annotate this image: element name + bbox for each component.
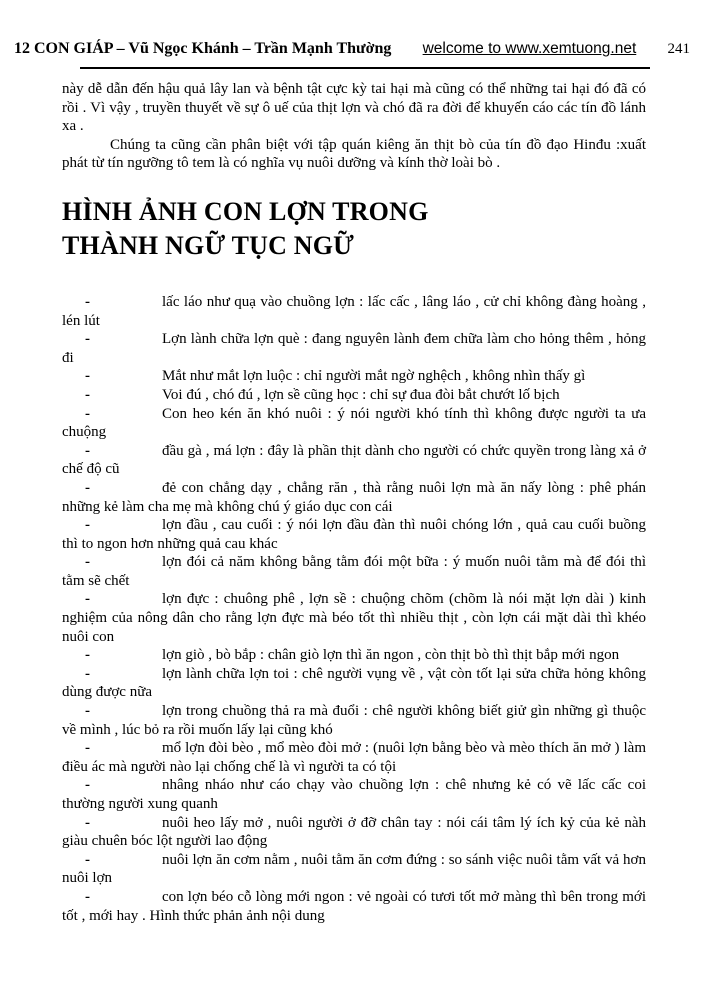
intro-paragraph-1: này dễ dẫn đến hậu quả lây lan và bệnh tật cực kỳ tai hại mà cũng có thể những tai hại đó đã có rồi . Vì vậy , truyền thuyết về sự ô uế của thịt lợn và chó đã ra đời để khuyến cáo các tín đồ lánh xa . [62, 81, 646, 135]
list-item [62, 888, 646, 925]
bullet-dash: - [85, 647, 90, 664]
page-content [62, 80, 646, 925]
list-item-text: nuôi heo lấy mở , nuôi người ở đỡ chân tay : nói cái tâm lý ích kỷ của kẻ nàh giàu chuên bóc lột người lao động [62, 814, 646, 850]
list-item [62, 367, 646, 386]
list-item-text: lợn đực : chuông phê , lợn sề : chuộng chõm (chõm là nói mặt lợn dài ) kinh nghiệm của nông dân cho rằng lợn đực mà béo tốt thì nhiều thịt , còn lợn cái mặt dài thì khéo nuôi con [62, 591, 646, 645]
header-divider [80, 67, 650, 69]
list-item [62, 646, 646, 665]
list-item [62, 665, 646, 702]
list-item-text: lợn đói cả năm không bằng tằm đói một bữa : ý muốn nuôi tằm mà để đói thì tằm sẽ chết [62, 554, 646, 589]
list-item [62, 386, 646, 405]
bullet-dash: - [85, 740, 90, 757]
list-item [62, 814, 646, 851]
section-heading-line-2: THÀNH NGỮ TỤC NGỮ [62, 230, 355, 260]
list-item [62, 739, 646, 776]
bullet-dash: - [85, 368, 90, 385]
list-item [62, 405, 646, 442]
list-item-text: con lợn béo cỗ lòng mới ngon : vẻ ngoài có tươi tốt mở màng thì bên trong mới tốt , mới hay . Hình thức phản ảnh nội dung [62, 888, 646, 924]
website-link[interactable]: welcome to www.xemtuong.net [422, 40, 637, 57]
bullet-dash: - [85, 479, 90, 496]
page-header [0, 0, 702, 58]
list-item-text: đầu gà , má lợn : đây là phần thịt dành cho người có chức quyền trong làng xả ở chế độ cũ [62, 442, 646, 478]
bullet-dash: - [85, 591, 90, 608]
list-item [62, 553, 646, 590]
list-item-text: lấc láo như quạ vào chuồng lợn : lấc cấc , lâng láo , cử chỉ không đàng hoàng , lén lút [62, 293, 646, 329]
section-heading [62, 195, 646, 263]
list-item [62, 479, 646, 516]
list-item [62, 590, 646, 646]
list-item-text: Mắt như mắt lợn luộc : chỉ người mắt ngờ nghệch , không nhìn thấy gì [162, 368, 586, 385]
list-item [62, 702, 646, 739]
intro-paragraph-2: Chúng ta cũng cần phân biệt với tập quán kiêng ăn thịt bò của tín đồ đạo Hinđu :xuất phát từ tín ngưỡng tô tem là có nghĩa vụ nuôi dưỡng và kính thờ loài bò . [62, 136, 646, 172]
bullet-dash: - [85, 517, 90, 534]
book-title: 12 CON GIÁP – Vũ Ngọc Khánh – Trần Mạnh Thường [14, 40, 392, 57]
bullet-dash: - [85, 293, 90, 310]
list-item-text: nhâng nháo như cáo chạy vào chuồng lợn : chê nhưng kẻ có vẽ lấc cấc coi thường người xung quanh [62, 777, 646, 812]
bullet-dash: - [85, 386, 90, 403]
page-number: 241 [667, 41, 690, 57]
list-item [62, 776, 646, 813]
bullet-dash: - [85, 888, 90, 905]
list-item [62, 516, 646, 553]
list-item-text: nuôi lợn ăn cơm nằm , nuôi tằm ăn cơm đứng : so sánh việc nuôi tằm vất vả hơn nuôi lợn [62, 851, 646, 887]
list-item-text: Lợn lành chữa lợn què : đang nguyên lành đem chữa làm cho hỏng thêm , hỏng đi [62, 331, 646, 366]
bullet-dash: - [85, 814, 90, 831]
bullet-dash: - [85, 331, 90, 348]
list-item [62, 330, 646, 367]
list-item [62, 851, 646, 888]
list-item-text: Voi đú , chó đú , lợn sề cũng học : chỉ sự đua đòi bắt chướt lố bịch [162, 386, 560, 403]
list-item-text: lợn trong chuồng thả ra mà đuổi : chê người không biết giử gìn những gì thuộc về mình , lúc bỏ ra rồi muốn lấy lại cũng khó [62, 703, 646, 738]
bullet-dash: - [85, 442, 90, 459]
idiom-list [62, 293, 646, 925]
bullet-dash: - [85, 703, 90, 720]
bullet-dash: - [85, 665, 90, 682]
bullet-dash: - [85, 777, 90, 794]
list-item-text: đẻ con chẳng dạy , chẳng răn , thà rằng nuôi lợn mà ăn nấy lòng : phê phán những kẻ làm cha mẹ mà không chú ý giáo dục con cái [62, 479, 646, 515]
list-item-text: lợn lành chữa lợn toi : chê người vụng về , vật còn tốt lại sửa chữa hỏng không dùng được nữa [62, 665, 646, 701]
list-item-text: Con heo kén ăn khó nuôi : ý nói người khó tính thì không được người ta ưa chuộng [62, 405, 646, 441]
list-item-text: lợn giò , bò bắp : chân giò lợn thì ăn ngon , còn thịt bò thì thịt bắp mới ngon [162, 647, 620, 664]
section-heading-line-1: HÌNH ẢNH CON LỢN TRONG [62, 196, 429, 226]
bullet-dash: - [85, 851, 90, 868]
list-item [62, 293, 646, 330]
list-item [62, 442, 646, 479]
list-item-text: mổ lợn đòi bèo , mổ mèo đòi mở : (nuôi lợn bằng bèo và mèo thích ăn mở ) làm điều ác mà người nào lại chống chế là vì người ta có tội [62, 740, 646, 775]
list-item-text: lợn đầu , cau cuối : ý nói lợn đầu đàn thì nuôi chóng lớn , quả cau cuối buồng thì to ngon hơn những quả cau khác [62, 517, 646, 552]
bullet-dash: - [85, 554, 90, 571]
bullet-dash: - [85, 405, 90, 422]
